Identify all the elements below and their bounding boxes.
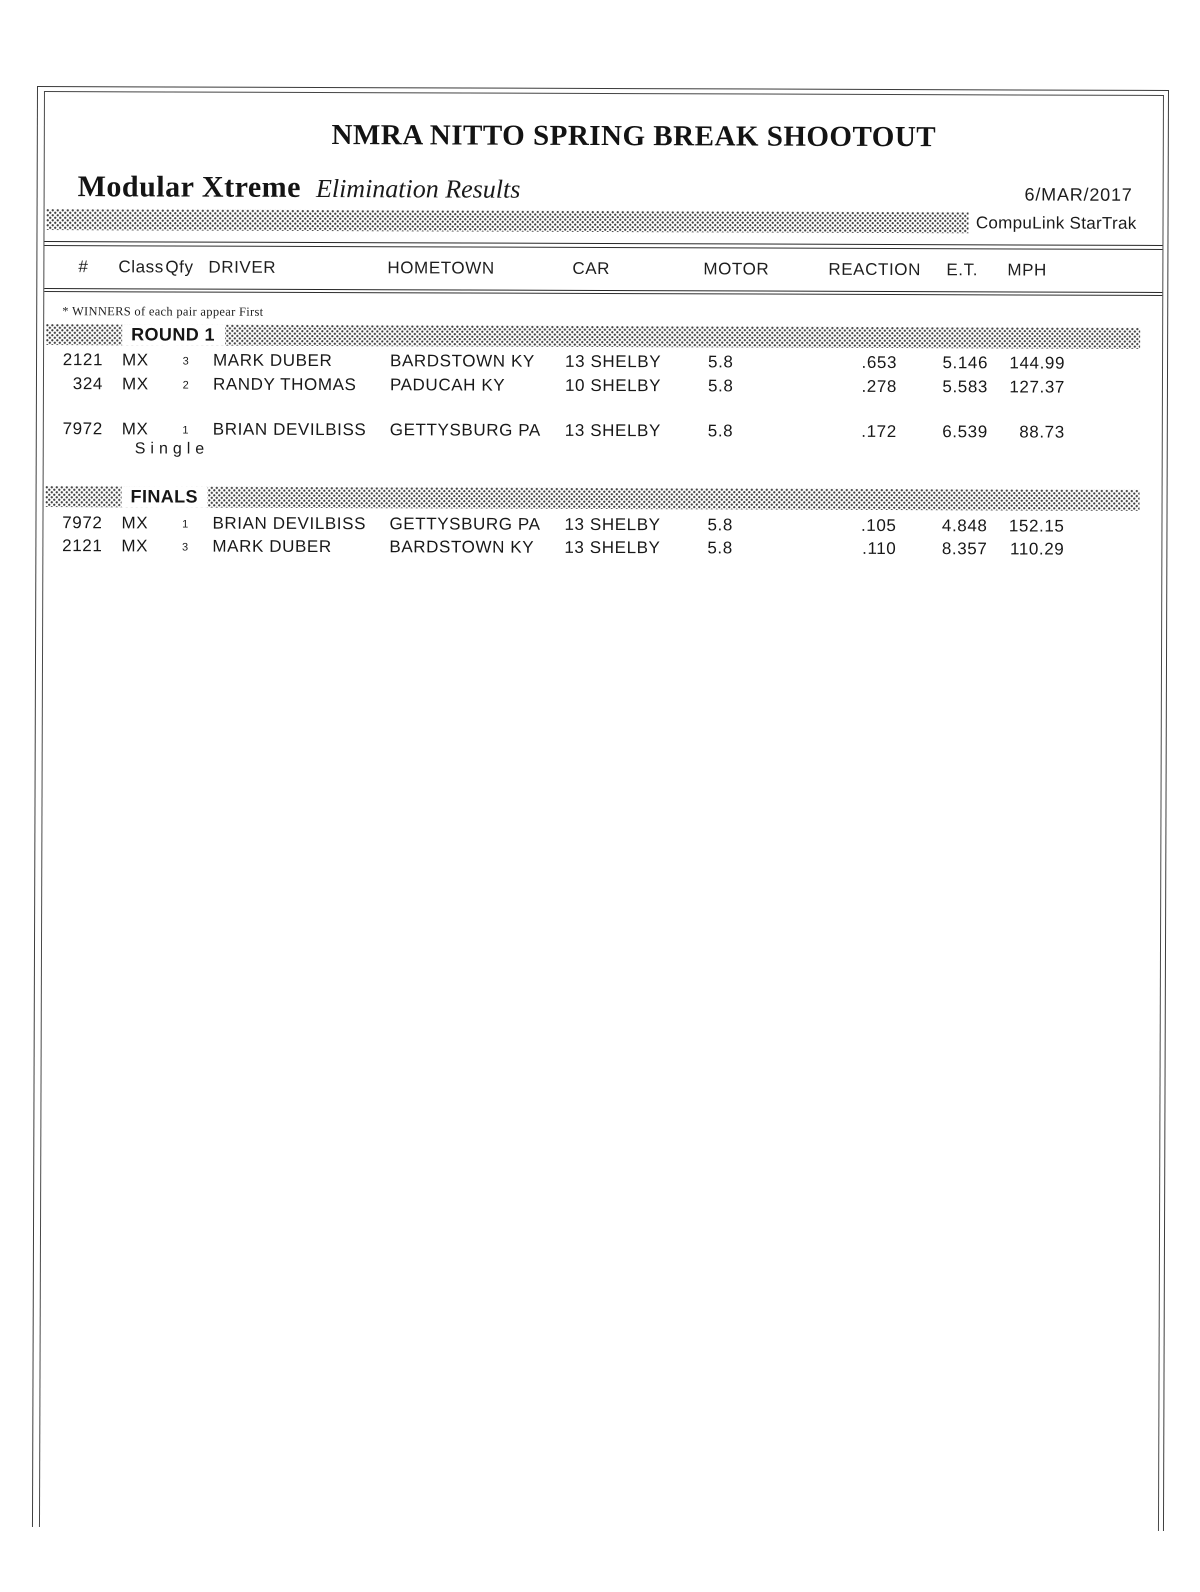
column-header: MOTOR [703,258,770,279]
single-run-tag: Single [134,440,210,458]
cell-qfy: 1 [182,518,189,531]
cell-mph: 110.29 [1010,539,1065,559]
cell-class: MX [122,350,149,370]
column-header: Class [118,256,164,277]
result-row [43,534,1161,561]
cell-driver: RANDY THOMAS [212,374,357,394]
section-label: ROUND 1 [122,325,225,346]
cell-car: 10 SHELBY [564,375,662,395]
halftone-band [47,209,969,233]
table-header-row [44,246,1162,292]
timing-system-label: CompuLink StarTrak [975,212,1137,233]
cell-reaction: .110 [862,539,897,559]
cell-et: 5.583 [942,376,988,397]
cell-motor: 5.8 [707,376,734,396]
cell-car: 13 SHELBY [564,421,661,441]
cell-num: 324 [72,373,103,393]
cell-hometown: PADUCAH KY [389,374,506,395]
event-title: NMRA NITTO SPRING BREAK SHOOTOUT [331,119,937,154]
cell-et: 6.539 [942,422,988,442]
cell-qfy: 3 [182,355,190,368]
cell-hometown: BARDSTOWN KY [389,537,535,557]
cell-mph: 88.73 [1019,422,1065,442]
result-row [44,417,1162,444]
cell-et: 5.146 [942,353,989,373]
cell-hometown: GETTYSBURG PA [389,513,541,534]
report-class-group [78,170,521,206]
header-band-row [45,209,1163,234]
cell-driver: BRIAN DEVILBISS [212,513,367,533]
column-header: CAR [572,258,611,278]
results-section [43,486,1161,562]
column-header: HOMETOWN [387,257,495,278]
cell-qfy: 1 [182,424,190,437]
column-header: Qfy [165,257,194,277]
cell-mph: 152.15 [1008,516,1065,536]
column-header: REACTION [828,259,922,279]
cell-et: 8.357 [941,539,988,559]
column-header: E.T. [946,259,979,279]
cell-num: 7972 [62,512,103,532]
cell-driver: MARK DUBER [212,536,332,557]
cell-reaction: .653 [861,353,898,373]
cell-motor: 5.8 [707,421,734,441]
winners-note: * WINNERS of each pair appear First [62,304,264,320]
cell-driver: MARK DUBER [213,350,333,371]
cell-mph: 127.37 [1009,377,1065,397]
result-row [44,372,1162,399]
column-header: DRIVER [208,257,277,277]
cell-driver: BRIAN DEVILBISS [212,419,367,440]
cell-car: 13 SHELBY [564,538,661,558]
section-band [46,486,1140,511]
results-rows [43,511,1161,562]
class-name: Modular Xtreme [77,170,302,204]
cell-num: 2121 [62,536,103,556]
page-border-inner [39,91,1164,1531]
cell-motor: 5.8 [708,352,734,372]
cell-hometown: GETTYSBURG PA [389,420,541,440]
results-section [44,324,1162,462]
cell-reaction: .172 [861,422,897,442]
cell-class: MX [121,419,149,439]
cell-qfy: 2 [182,379,190,392]
section-label: FINALS [122,486,208,507]
report-subheader [45,168,1163,208]
cell-class: MX [121,513,149,533]
section-band [46,324,1140,349]
cell-et: 4.848 [941,515,988,536]
cell-num: 2121 [62,350,104,370]
cell-mph: 144.99 [1009,353,1066,373]
cell-hometown: BARDSTOWN KY [390,351,535,371]
cell-car: 13 SHELBY [565,352,662,372]
report-date: 6/MAR/2017 [1024,184,1133,205]
cell-car: 13 SHELBY [564,514,661,534]
report-type: Elimination Results [315,173,521,204]
cell-class: MX [121,536,149,556]
cell-reaction: .278 [861,376,897,396]
cell-reaction: .105 [860,515,897,535]
results-rows [44,348,1162,462]
cell-motor: 5.8 [707,538,733,558]
cell-qfy: 3 [182,541,189,554]
sections-container [43,324,1162,561]
cell-motor: 5.8 [707,515,733,535]
cell-class: MX [121,374,149,394]
page-border-outer [32,86,1169,1531]
column-header: MPH [1007,260,1047,280]
cell-num: 7972 [62,419,103,439]
column-header: # [78,256,89,276]
